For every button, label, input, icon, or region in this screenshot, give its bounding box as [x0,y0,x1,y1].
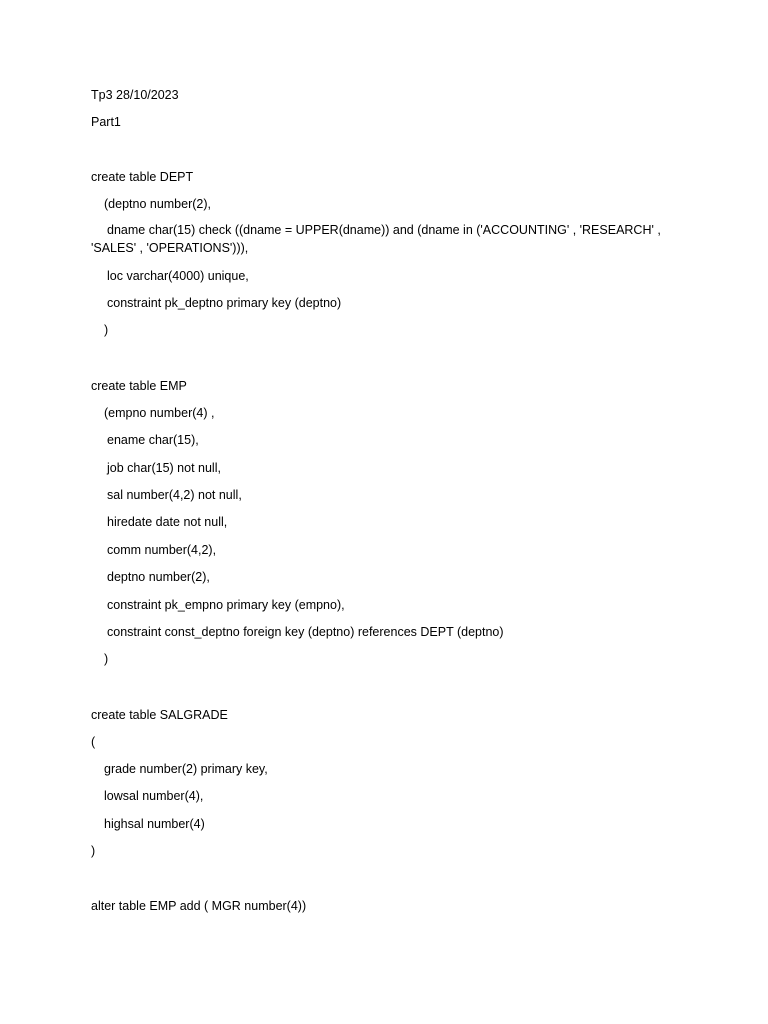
salgrade-col-highsal: highsal number(4) [104,817,205,831]
dept-col-loc: loc varchar(4000) unique, [107,269,249,283]
salgrade-col-lowsal: lowsal number(4), [104,789,204,803]
emp-col-empno: (empno number(4) , [104,406,215,420]
emp-col-hiredate: hiredate date not null, [107,515,228,529]
emp-close-paren: ) [104,652,109,666]
emp-constraint-fk: constraint const_deptno foreign key (deptno) references DEPT (deptno) [107,625,504,639]
alter-table-line: alter table EMP add ( MGR number(4)) [91,899,307,913]
emp-col-sal: sal number(4,2) not null, [107,488,242,502]
emp-constraint-pk: constraint pk_empno primary key (empno), [107,598,345,612]
document-header-line: Tp3 28/10/2023 [91,88,179,102]
dept-create-line: create table DEPT [91,170,194,184]
dept-col-dname: dname char(15) check ((dname = UPPER(dname)) and (dname in ('ACCOUNTING' , 'RESEARCH' , 'SALES' , 'OPERATIONS'))), [91,223,661,255]
emp-col-ename: ename char(15), [107,433,199,447]
salgrade-open-paren: ( [91,735,96,749]
salgrade-close-paren: ) [91,844,96,858]
emp-create-line: create table EMP [91,379,187,393]
salgrade-create-line: create table SALGRADE [91,708,228,722]
emp-col-comm: comm number(4,2), [107,543,217,557]
dept-constraint-pk: constraint pk_deptno primary key (deptno) [107,296,342,310]
emp-col-job: job char(15) not null, [107,461,221,475]
emp-col-deptno: deptno number(2), [107,570,210,584]
salgrade-col-grade: grade number(2) primary key, [104,762,268,776]
part-label: Part1 [91,115,121,129]
dept-close-paren: ) [104,323,109,337]
dept-col-deptno: (deptno number(2), [104,197,212,211]
